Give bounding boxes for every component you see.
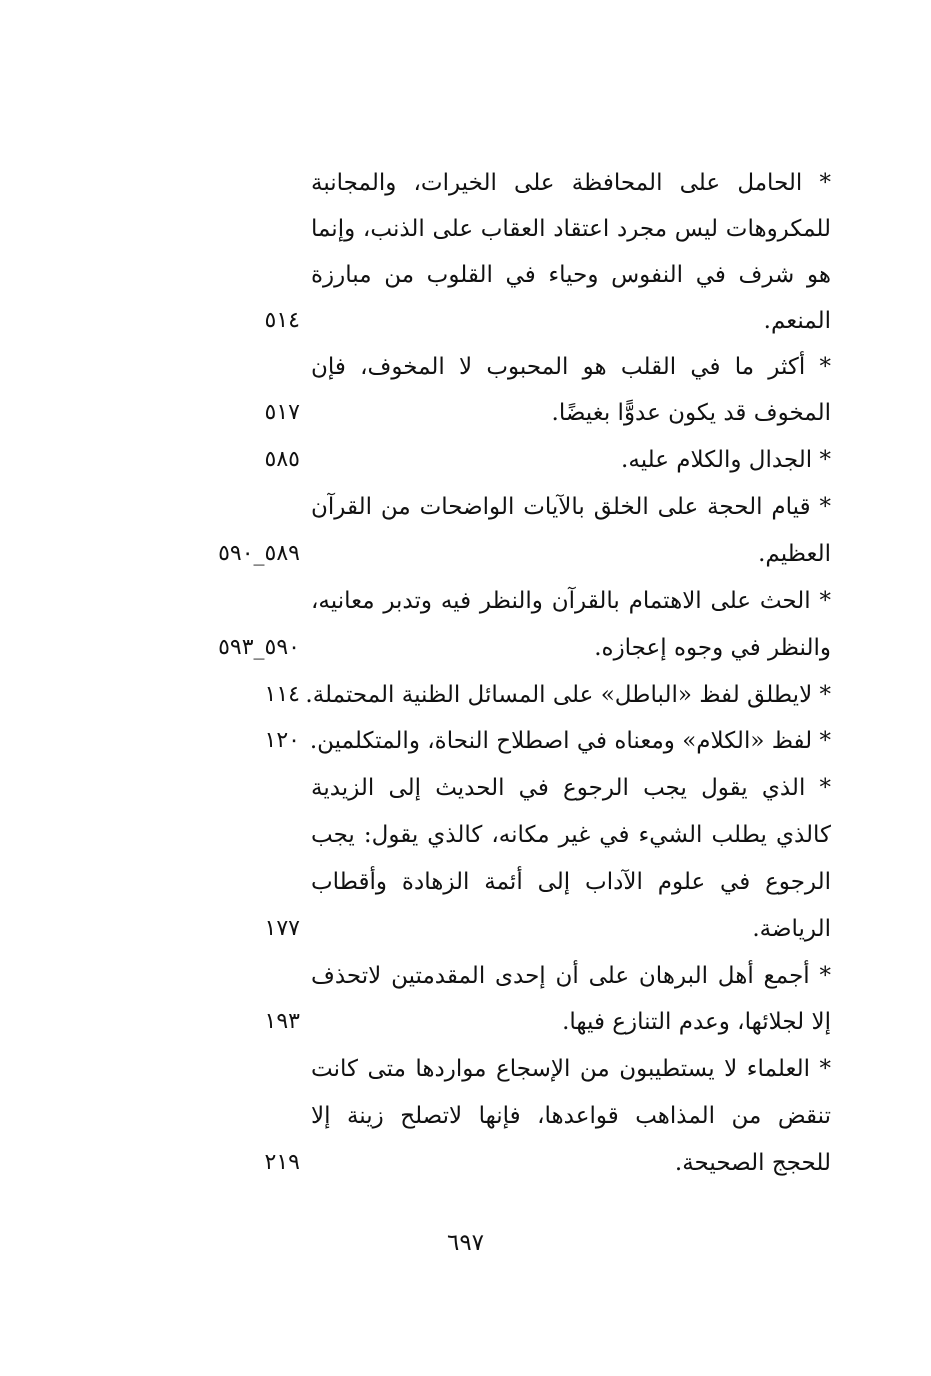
page-reference: ٥١٧ <box>264 400 300 425</box>
entry-line: المخوف قد يكون عدوًّا بغيضًا. <box>551 400 831 426</box>
page-number: ٦٩٧ <box>446 1230 485 1256</box>
entry-line: للحجج الصحيحة. <box>674 1150 831 1176</box>
entry-line: العظيم. <box>758 541 831 567</box>
entry-line: للمكروهات ليس مجرد اعتقاد العقاب على الذنب، وإنما <box>311 216 831 242</box>
entry-line: هو شرف في النفوس وحياء في القلوب من مبارزة <box>311 262 831 288</box>
page-reference: ٥٨٥ <box>264 447 300 472</box>
entry-line: * لفظ «الكلام» ومعناه في اصطلاح النحاة، والمتكلمين. <box>309 728 831 754</box>
page-reference: ١٧٧ <box>264 916 300 941</box>
entry-line: * قيام الحجة على الخلق بالآيات الواضحات من القرآن <box>311 494 831 520</box>
entry-line: * الجدال والكلام عليه. <box>621 447 831 473</box>
entry-line: الرياضة. <box>752 916 831 942</box>
entry-line: الرجوع في علوم الآداب إلى أئمة الزهادة وأقطاب <box>311 869 831 895</box>
entry-line: * العلماء لا يستطيبون من الإسجاع مواردها متى كانت <box>311 1056 831 1082</box>
entry-line: إلا لجلائها، وعدم التنازع فيها. <box>562 1009 831 1035</box>
entry-line: المنعم. <box>763 308 831 334</box>
entry-line: * أكثر ما في القلب هو المحبوب لا المخوف، فإن <box>311 354 831 380</box>
page-reference: ١٩٣ <box>264 1009 300 1034</box>
entry-line: * الحامل على المحافظة على الخيرات، والمجانبة <box>311 170 831 196</box>
entry-line: تنقض من المذاهب قواعدها، فإنها لاتصلح زينة إلا <box>311 1103 831 1129</box>
page-reference: ٥١٤ <box>264 308 300 333</box>
entry-line: كالذي يطلب الشيء في غير مكانه، كالذي يقول: يجب <box>311 822 831 848</box>
page-reference: ٥٨٩_٥٩٠ <box>218 541 300 566</box>
page-reference: ١١٤ <box>264 682 300 707</box>
page-reference: ١٢٠ <box>264 728 300 753</box>
entry-line: والنظر في وجوه إعجازه. <box>594 635 831 661</box>
entry-line: * لايطلق لفظ «الباطل» على المسائل الظنية المحتملة. <box>305 682 831 708</box>
page-reference: ٥٩٠_٥٩٣ <box>218 635 300 660</box>
entry-line: * أجمع أهل البرهان على أن إحدى المقدمتين لاتحذف <box>311 963 831 989</box>
page-reference: ٢١٩ <box>264 1150 300 1175</box>
entry-line: * الذي يقول يجب الرجوع في الحديث إلى الزيدية <box>311 775 831 801</box>
entry-line: * الحث على الاهتمام بالقرآن والنظر فيه وتدبر معانيه، <box>311 588 831 614</box>
